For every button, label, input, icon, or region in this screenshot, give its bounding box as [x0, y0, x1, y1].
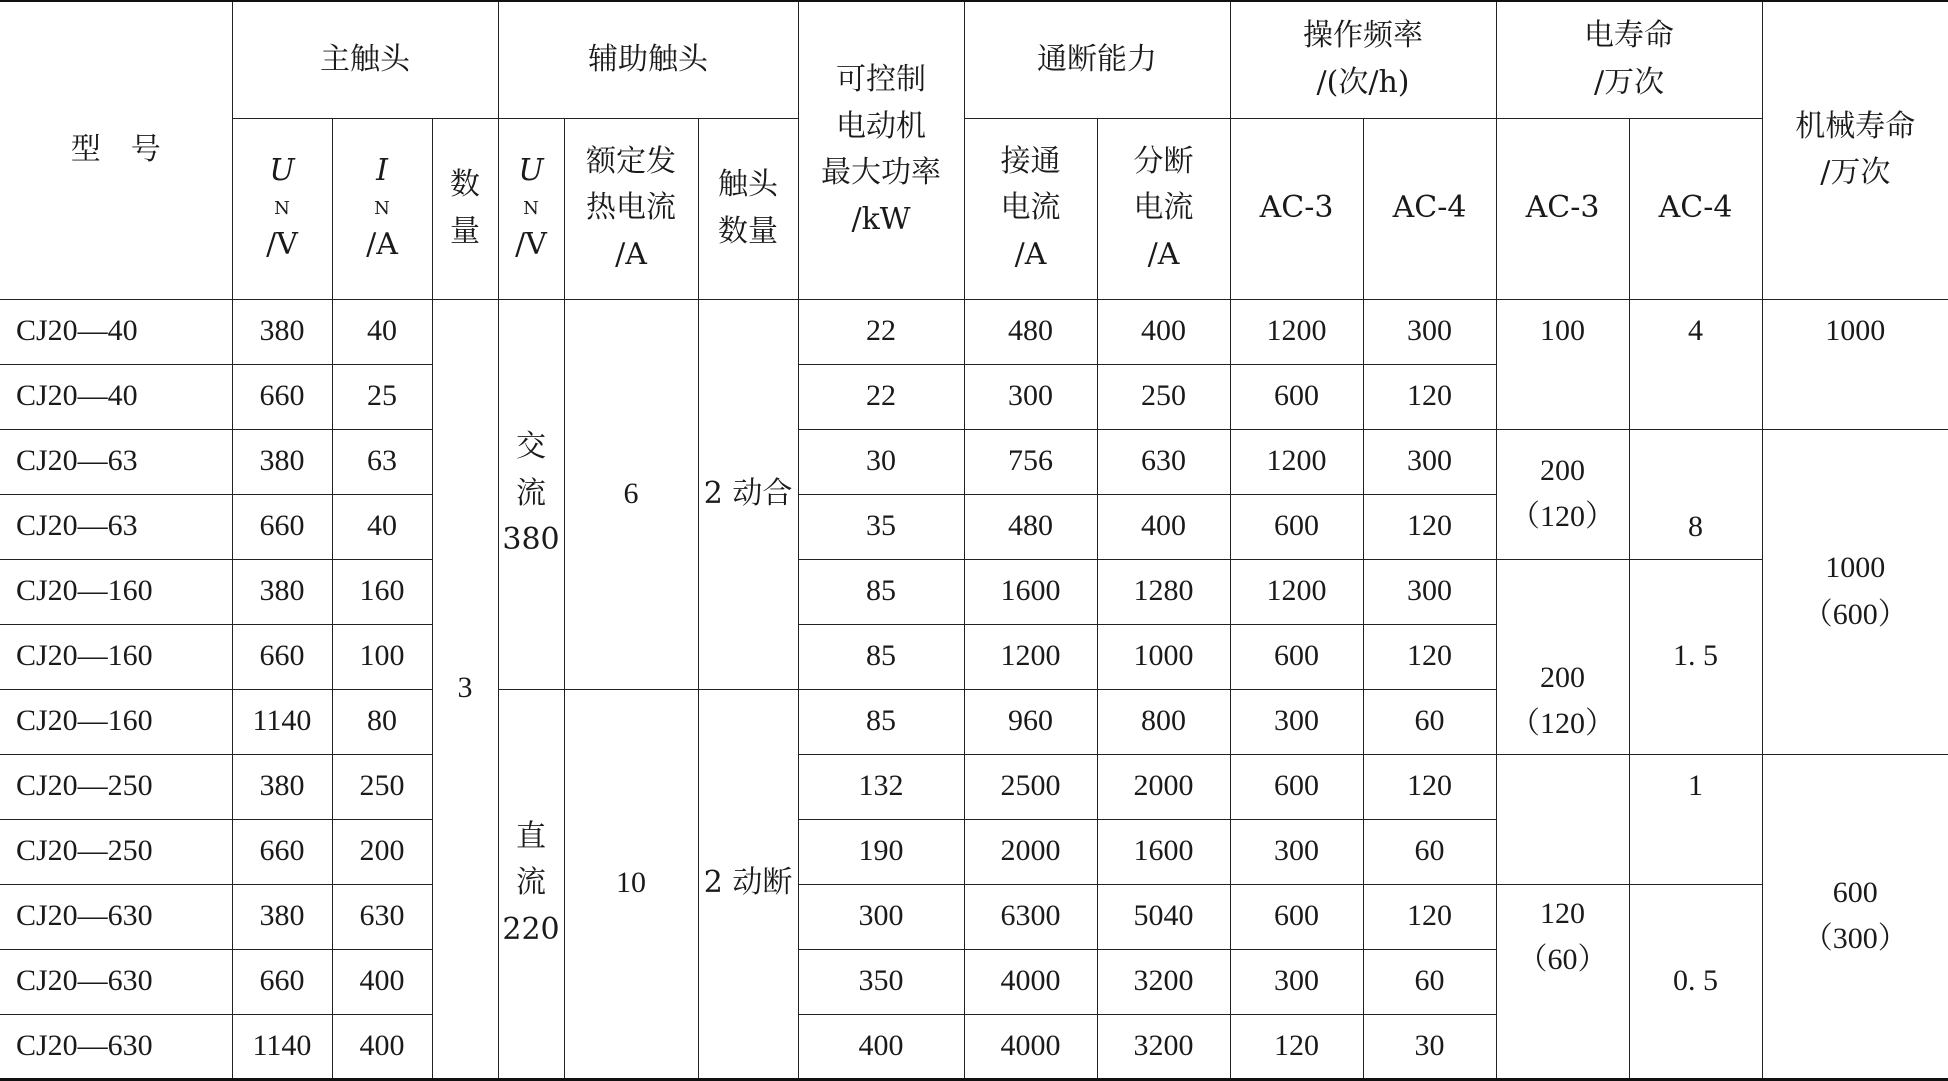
- cell-power: 22: [798, 364, 964, 429]
- cell-aux-ac-contacts: 2 动合: [698, 299, 798, 689]
- table-row: [0, 299, 1948, 364]
- header-main-un: U N /V: [232, 118, 332, 299]
- header-mechanical-life: 机械寿命 /万次: [1762, 1, 1948, 299]
- cell-model: CJ20—250: [0, 754, 232, 819]
- cell-freq-ac3: 600: [1230, 884, 1363, 949]
- header-freq-ac3: AC-3: [1230, 118, 1363, 299]
- cell-make: 960: [964, 689, 1097, 754]
- cell-life-ac3-250: [1496, 754, 1629, 884]
- cell-life-ac4-250: 1: [1629, 754, 1762, 884]
- cell-freq-ac4: 120: [1363, 624, 1496, 689]
- cell-freq-ac4: 300: [1363, 299, 1496, 364]
- header-life-ac3: AC-3: [1496, 118, 1629, 299]
- cell-in: 200: [332, 819, 432, 884]
- cell-power: 300: [798, 884, 964, 949]
- cell-make: 1200: [964, 624, 1097, 689]
- cell-un: 380: [232, 754, 332, 819]
- table-row: [0, 754, 1948, 819]
- cell-power: 22: [798, 299, 964, 364]
- cell-freq-ac3: 300: [1230, 819, 1363, 884]
- cell-break: 1600: [1097, 819, 1230, 884]
- cell-power: 132: [798, 754, 964, 819]
- cell-un: 660: [232, 494, 332, 559]
- cell-un: 380: [232, 429, 332, 494]
- cell-in: 40: [332, 494, 432, 559]
- cell-in: 80: [332, 689, 432, 754]
- cell-in: 40: [332, 299, 432, 364]
- header-main-in: I N /A: [332, 118, 432, 299]
- cell-break: 2000: [1097, 754, 1230, 819]
- cell-count-merged: 3: [432, 299, 498, 1079]
- cell-freq-ac3: 1200: [1230, 559, 1363, 624]
- cell-model: CJ20—63: [0, 494, 232, 559]
- cell-freq-ac4: 120: [1363, 364, 1496, 429]
- cell-make: 2000: [964, 819, 1097, 884]
- cell-model: CJ20—160: [0, 559, 232, 624]
- cell-break: 630: [1097, 429, 1230, 494]
- cell-power: 350: [798, 949, 964, 1014]
- cell-make: 6300: [964, 884, 1097, 949]
- cell-un: 1140: [232, 1014, 332, 1079]
- cell-freq-ac4: 300: [1363, 429, 1496, 494]
- cell-un: 660: [232, 949, 332, 1014]
- header-row-1: [0, 1, 1948, 118]
- cell-freq-ac4: 60: [1363, 819, 1496, 884]
- cell-model: CJ20—40: [0, 364, 232, 429]
- header-operating-frequency: 操作频率 /(次/h): [1230, 1, 1496, 118]
- cell-freq-ac3: 1200: [1230, 429, 1363, 494]
- cell-model: CJ20—63: [0, 429, 232, 494]
- cell-life-ac4-40: 4: [1629, 299, 1762, 429]
- cell-freq-ac4: 30: [1363, 1014, 1496, 1079]
- cell-break: 3200: [1097, 949, 1230, 1014]
- header-model: 型 号: [0, 1, 232, 299]
- header-aux-contact: 辅助触头: [498, 1, 798, 118]
- cell-make: 2500: [964, 754, 1097, 819]
- cell-make: 756: [964, 429, 1097, 494]
- cell-freq-ac4: 120: [1363, 884, 1496, 949]
- cell-aux-ac-heat: 6: [564, 299, 698, 689]
- header-aux-un: U N /V: [498, 118, 564, 299]
- cell-freq-ac4: 60: [1363, 689, 1496, 754]
- cell-model: CJ20—40: [0, 299, 232, 364]
- cell-make: 4000: [964, 949, 1097, 1014]
- cell-life-ac3-160: 200 （120）: [1496, 559, 1629, 754]
- cell-make: 480: [964, 299, 1097, 364]
- cell-un: 1140: [232, 689, 332, 754]
- table-row: [0, 559, 1948, 624]
- table-row: [0, 429, 1948, 494]
- cell-power: 190: [798, 819, 964, 884]
- cell-life-ac4-630: 0. 5: [1629, 884, 1762, 1079]
- header-break-current: 分断 电流 /A: [1097, 118, 1230, 299]
- cell-in: 100: [332, 624, 432, 689]
- cell-un: 660: [232, 364, 332, 429]
- cell-mech-63-160: 1000 （600）: [1762, 429, 1948, 754]
- cell-break: 400: [1097, 299, 1230, 364]
- cell-life-ac4-160: 1. 5: [1629, 559, 1762, 754]
- cell-in: 400: [332, 949, 432, 1014]
- cell-model: CJ20—630: [0, 949, 232, 1014]
- cell-model: CJ20—250: [0, 819, 232, 884]
- cell-power: 35: [798, 494, 964, 559]
- cell-life-ac3-63: 200 （120）: [1496, 429, 1629, 559]
- cell-life-ac3-40: 100: [1496, 299, 1629, 429]
- cell-aux-ac-un: 交 流 380: [498, 299, 564, 689]
- cell-make: 1600: [964, 559, 1097, 624]
- cell-break: 5040: [1097, 884, 1230, 949]
- cell-freq-ac3: 600: [1230, 754, 1363, 819]
- cell-aux-dc-contacts: 2 动断: [698, 689, 798, 1079]
- cell-freq-ac4: 60: [1363, 949, 1496, 1014]
- header-freq-ac4: AC-4: [1363, 118, 1496, 299]
- cell-life-ac4-63: 8: [1629, 429, 1762, 559]
- cell-model: CJ20—160: [0, 689, 232, 754]
- cell-aux-dc-heat: 10: [564, 689, 698, 1079]
- header-breaking-capacity: 通断能力: [964, 1, 1230, 118]
- cell-un: 380: [232, 559, 332, 624]
- cell-break: 250: [1097, 364, 1230, 429]
- cell-in: 25: [332, 364, 432, 429]
- cell-break: 1000: [1097, 624, 1230, 689]
- cell-power: 85: [798, 559, 964, 624]
- cell-life-ac3-630: 120 （60）: [1496, 884, 1629, 1079]
- header-rated-heat-current: 额定发 热电流 /A: [564, 118, 698, 299]
- cell-freq-ac3: 300: [1230, 949, 1363, 1014]
- header-main-contact: 主触头: [232, 1, 498, 118]
- header-row-2: [0, 118, 1948, 299]
- cell-break: 400: [1097, 494, 1230, 559]
- cell-freq-ac3: 300: [1230, 689, 1363, 754]
- cell-make: 4000: [964, 1014, 1097, 1079]
- cell-power: 85: [798, 689, 964, 754]
- cell-in: 160: [332, 559, 432, 624]
- cell-aux-dc-un: 直 流 220: [498, 689, 564, 1079]
- header-max-power: 可控制 电动机 最大功率 /kW: [798, 1, 964, 299]
- cell-un: 660: [232, 819, 332, 884]
- cell-freq-ac4: 120: [1363, 754, 1496, 819]
- cell-freq-ac3: 600: [1230, 364, 1363, 429]
- cell-break: 800: [1097, 689, 1230, 754]
- cell-in: 63: [332, 429, 432, 494]
- cell-freq-ac3: 120: [1230, 1014, 1363, 1079]
- cell-model: CJ20—160: [0, 624, 232, 689]
- cell-model: CJ20—630: [0, 884, 232, 949]
- cell-freq-ac3: 600: [1230, 494, 1363, 559]
- cell-in: 400: [332, 1014, 432, 1079]
- cell-freq-ac3: 1200: [1230, 299, 1363, 364]
- cell-make: 480: [964, 494, 1097, 559]
- header-make-current: 接通 电流 /A: [964, 118, 1097, 299]
- table-row: [0, 884, 1948, 949]
- cell-power: 85: [798, 624, 964, 689]
- cell-freq-ac4: 120: [1363, 494, 1496, 559]
- cell-un: 380: [232, 884, 332, 949]
- header-contact-count: 触头 数量: [698, 118, 798, 299]
- cell-un: 660: [232, 624, 332, 689]
- cell-break: 3200: [1097, 1014, 1230, 1079]
- cell-make: 300: [964, 364, 1097, 429]
- cell-mech-40: 1000: [1762, 299, 1948, 429]
- cell-mech-250-630: 600 （300）: [1762, 754, 1948, 1079]
- header-count: 数 量: [432, 118, 498, 299]
- cell-power: 30: [798, 429, 964, 494]
- cell-in: 630: [332, 884, 432, 949]
- cell-freq-ac3: 600: [1230, 624, 1363, 689]
- cell-model: CJ20—630: [0, 1014, 232, 1079]
- cell-un: 380: [232, 299, 332, 364]
- cell-freq-ac4: 300: [1363, 559, 1496, 624]
- header-electrical-life: 电寿命 /万次: [1496, 1, 1762, 118]
- cell-power: 400: [798, 1014, 964, 1079]
- cell-break: 1280: [1097, 559, 1230, 624]
- header-life-ac4: AC-4: [1629, 118, 1762, 299]
- cell-in: 250: [332, 754, 432, 819]
